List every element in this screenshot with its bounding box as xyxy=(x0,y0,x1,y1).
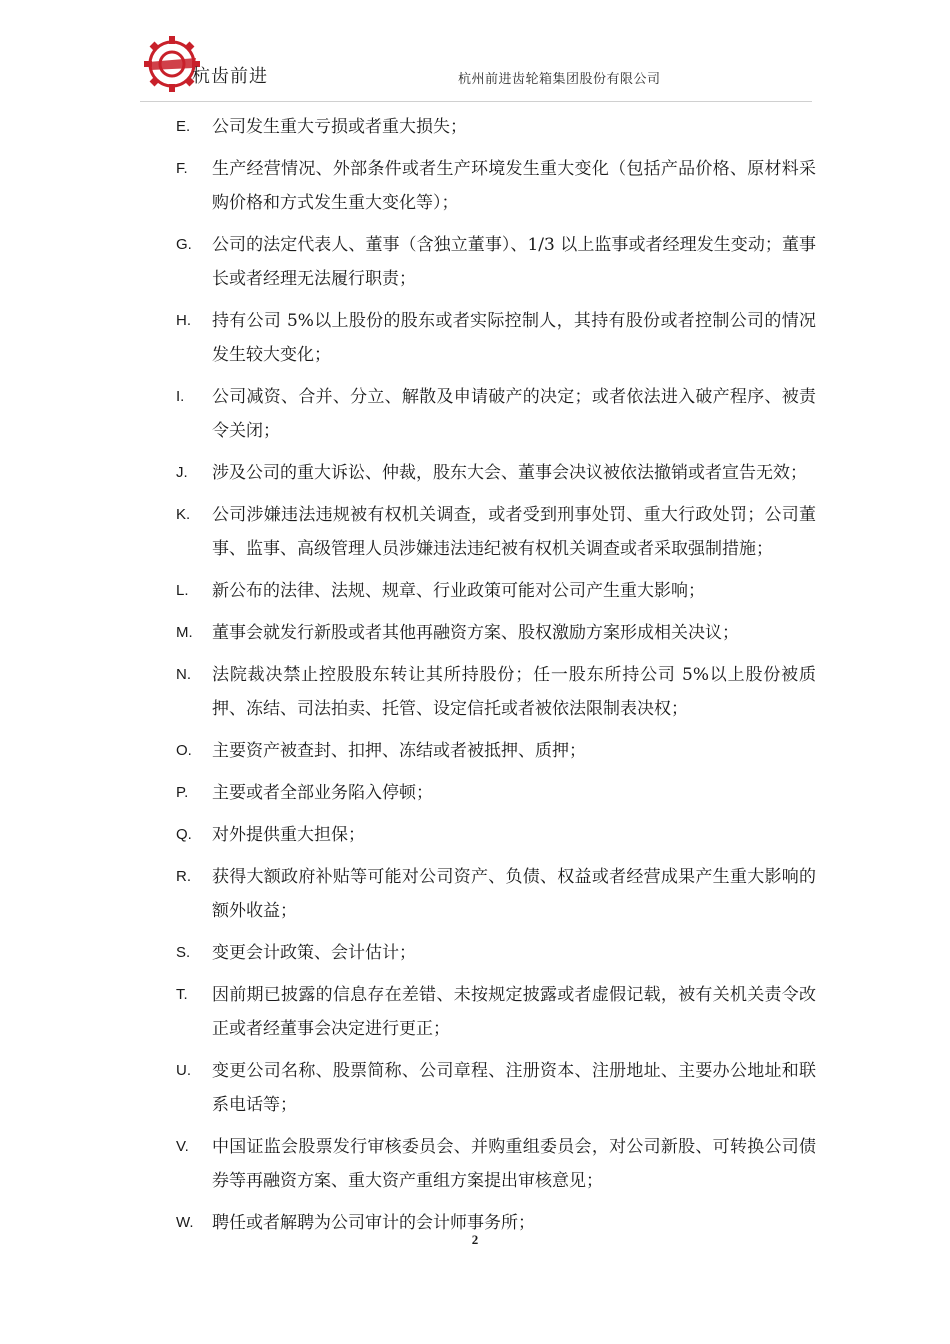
item-text: 涉及公司的重大诉讼、仲裁，股东大会、董事会决议被依法撤销或者宣告无效； xyxy=(212,463,807,483)
item-marker: Q. xyxy=(176,826,192,843)
list-item xyxy=(176,304,816,372)
item-marker: F. xyxy=(176,160,188,177)
list-item xyxy=(176,574,816,608)
item-marker: M. xyxy=(176,624,193,641)
list-item xyxy=(176,498,816,566)
item-marker: O. xyxy=(176,742,192,759)
list-item xyxy=(176,616,816,650)
brand-name: 杭齿前进 xyxy=(192,66,268,87)
item-text: 获得大额政府补贴等可能对公司资产、负债、权益或者经营成果产生重大影响的额外收益； xyxy=(212,867,816,921)
item-marker: S. xyxy=(176,944,191,961)
header-divider xyxy=(140,101,812,102)
list-item xyxy=(176,776,816,810)
item-marker: H. xyxy=(176,312,191,329)
item-text: 公司减资、合并、分立、解散及申请破产的决定；或者依法进入破产程序、被责令关闭； xyxy=(212,387,816,441)
list-item xyxy=(176,978,816,1046)
item-marker: N. xyxy=(176,666,191,683)
item-marker: R. xyxy=(176,868,191,885)
list-item xyxy=(176,110,816,144)
item-text: 公司发生重大亏损或者重大损失； xyxy=(212,117,467,137)
list-item xyxy=(176,818,816,852)
item-marker: V. xyxy=(176,1138,189,1155)
item-marker: P. xyxy=(176,784,189,801)
list-item xyxy=(176,380,816,448)
item-marker: T. xyxy=(176,986,188,1003)
list-item xyxy=(176,228,816,296)
list-item xyxy=(176,860,816,928)
item-marker: G. xyxy=(176,236,192,253)
item-text: 聘任或者解聘为公司审计的会计师事务所； xyxy=(212,1213,535,1233)
page-header xyxy=(140,24,820,104)
item-text: 变更会计政策、会计估计； xyxy=(212,943,416,963)
item-text: 新公布的法律、法规、规章、行业政策可能对公司产生重大影响； xyxy=(212,581,705,601)
item-text: 主要资产被查封、扣押、冻结或者被抵押、质押； xyxy=(212,741,586,761)
page-number: 2 xyxy=(471,1232,479,1247)
company-name: 杭州前进齿轮箱集团股份有限公司 xyxy=(458,72,661,87)
item-text: 因前期已披露的信息存在差错、未按规定披露或者虚假记载，被有关机关责令改正或者经董事会决定进行更正； xyxy=(212,985,816,1039)
item-marker: I. xyxy=(176,388,185,405)
list-item xyxy=(176,456,816,490)
list-item xyxy=(176,152,816,220)
item-text: 变更公司名称、股票简称、公司章程、注册资本、注册地址、主要办公地址和联系电话等； xyxy=(212,1061,816,1115)
item-text: 董事会就发行新股或者其他再融资方案、股权激励方案形成相关决议； xyxy=(212,623,739,643)
item-text: 公司涉嫌违法违规被有权机关调查，或者受到刑事处罚、重大行政处罚；公司董事、监事、高级管理人员涉嫌违法违纪被有权机关调查或者采取强制措施； xyxy=(212,505,816,559)
item-marker: K. xyxy=(176,506,191,523)
item-text: 生产经营情况、外部条件或者生产环境发生重大变化（包括产品价格、原材料采购价格和方式发生重大变化等）； xyxy=(212,159,816,213)
item-text: 主要或者全部业务陷入停顿； xyxy=(212,783,433,803)
item-marker: E. xyxy=(176,118,191,135)
item-marker: L. xyxy=(176,582,189,599)
list-item xyxy=(176,658,816,726)
disclosure-item-list xyxy=(176,110,816,1248)
item-text: 公司的法定代表人、董事（含独立董事）、1/3 以上监事或者经理发生变动；董事长或者经理无法履行职责； xyxy=(212,235,816,289)
item-marker: J. xyxy=(176,464,188,481)
item-text: 中国证监会股票发行审核委员会、并购重组委员会，对公司新股、可转换公司债券等再融资方案、重大资产重组方案提出审核意见； xyxy=(212,1137,816,1191)
list-item xyxy=(176,936,816,970)
list-item xyxy=(176,734,816,768)
item-text: 法院裁决禁止控股股东转让其所持股份；任一股东所持公司 5%以上股份被质押、冻结、司法拍卖、托管、设定信托或者被依法限制表决权； xyxy=(212,665,816,719)
item-marker: U. xyxy=(176,1062,191,1079)
list-item xyxy=(176,1130,816,1198)
item-marker: W. xyxy=(176,1214,194,1231)
list-item xyxy=(176,1054,816,1122)
item-text: 对外提供重大担保； xyxy=(212,825,365,845)
item-text: 持有公司 5%以上股份的股东或者实际控制人，其持有股份或者控制公司的情况发生较大变化； xyxy=(212,311,816,365)
